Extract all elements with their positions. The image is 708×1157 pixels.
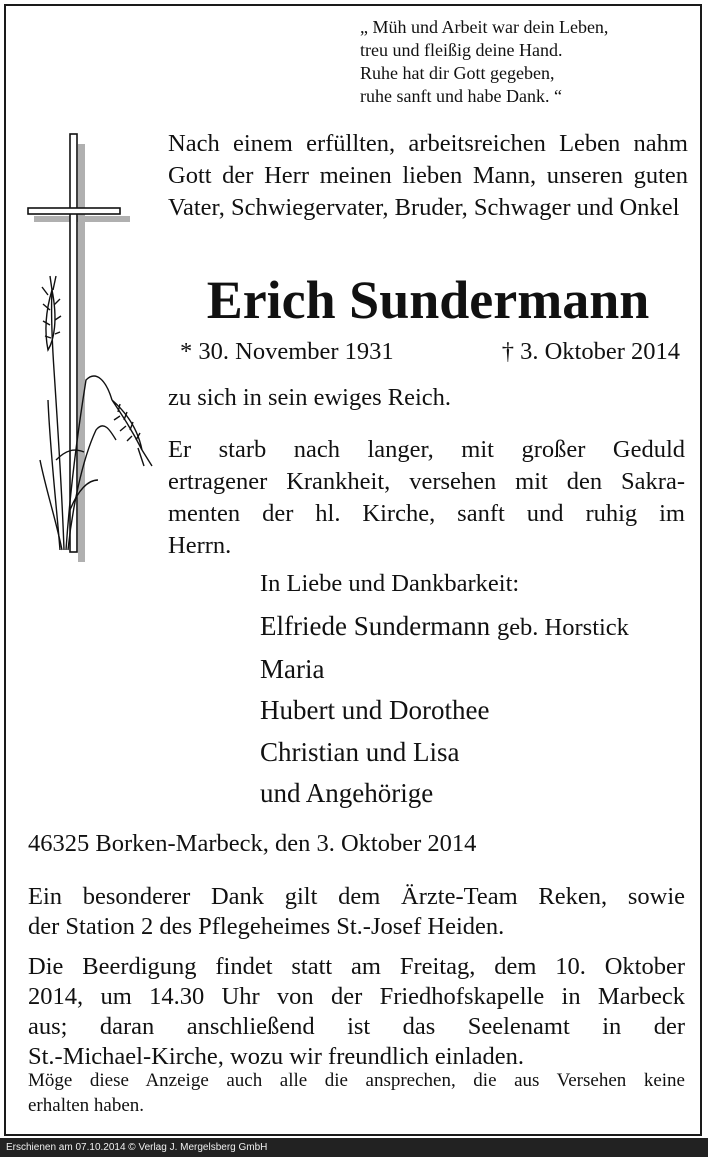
funeral-line: aus; daran anschließend ist das Seelenamt in der [28, 1013, 685, 1040]
reich-text: zu sich in sein ewiges Reich. [168, 384, 452, 411]
mourner-name [260, 606, 690, 649]
funeral-line: 2014, um 14.30 Uhr von der Friedhofskapelle in Marbeck [28, 983, 685, 1010]
death-text-line: Herrn. [168, 532, 232, 559]
funeral-text [28, 952, 685, 1072]
mourner-name: Maria [260, 653, 325, 684]
thanks-line: der Station 2 des Pflegeheimes St.-Josef Heiden. [28, 913, 505, 940]
notice-line: Möge diese Anzeige auch alle die ansprechen, die aus Versehen keine [28, 1070, 685, 1091]
intro-text: Nach einem erfüllten, arbeitsreichen Leben nahm Gott der Herr meinen lieben Mann, unseren guten Vater, Schwiegervater, Bruder, Schwager und Onkel [168, 130, 688, 221]
cross-shadow [34, 144, 130, 562]
mourners [260, 568, 690, 815]
cross-icon [26, 130, 166, 570]
death-text-line: Er starb nach langer, mit großer Geduld [168, 436, 685, 463]
mourner-first-name: Elfriede Sundermann [260, 611, 491, 641]
poem-line: treu und fleißig deine Hand. [360, 40, 563, 60]
death-text-line: menten der hl. Kirche, sanft und ruhig im [168, 500, 685, 527]
thanks-line: Ein besonderer Dank gilt dem Ärzte-Team Reken, sowie [28, 883, 685, 910]
mourner-first-suffix: geb. Horstick [496, 614, 629, 641]
poem [360, 16, 690, 108]
death-text [168, 434, 685, 562]
life-dates [180, 336, 680, 368]
poem-line: „ Müh und Arbeit war dein Leben, [360, 17, 609, 37]
wheat-icon [40, 276, 152, 550]
funeral-line: St.-Michael-Kirche, wozu wir freundlich einladen. [28, 1043, 524, 1070]
publication-footer: Erschienen am 07.10.2014 © Verlag J. Mergelsberg GmbH [0, 1138, 708, 1157]
cross-outline [28, 134, 120, 552]
death-text-line: ertragener Krankheit, versehen mit den Sakra- [168, 468, 685, 495]
notice-text [28, 1068, 685, 1118]
notice-line: erhalten haben. [28, 1095, 145, 1116]
mourners-heading: In Liebe und Dankbarkeit: [260, 570, 520, 597]
poem-line: ruhe sanft und habe Dank. “ [360, 86, 562, 106]
funeral-line: Die Beerdigung findet statt am Freitag, dem 10. Oktober [28, 953, 685, 980]
birth-date: * 30. November 1931 [180, 338, 394, 365]
death-date: † 3. Oktober 2014 [501, 338, 680, 365]
thanks-text [28, 882, 685, 942]
place-date: 46325 Borken-Marbeck, den 3. Oktober 2014 [28, 830, 477, 857]
mourner-name: Hubert und Dorothee [260, 695, 490, 725]
deceased-name: Erich Sundermann [206, 270, 650, 330]
poem-line: Ruhe hat dir Gott gegeben, [360, 63, 555, 83]
mourner-name: und Angehörige [260, 778, 434, 808]
mourner-name: Christian und Lisa [260, 736, 460, 767]
